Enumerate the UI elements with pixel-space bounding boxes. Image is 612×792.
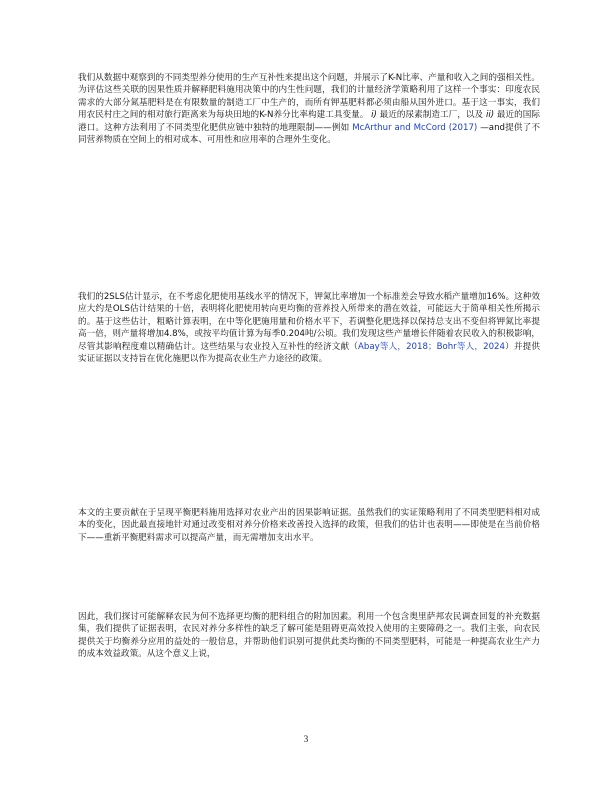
- list-marker-i: i): [371, 110, 377, 121]
- paragraph-1-text-b: 最近的尿素制造工厂，以及: [379, 110, 484, 121]
- page-number: 3: [303, 734, 309, 744]
- paragraph-2: [78, 291, 540, 365]
- list-marker-ii: ii): [485, 110, 495, 121]
- paragraph-1: [78, 72, 540, 146]
- paragraph-4: 因此，我们探讨可能解释农民为何不选择更均衡的肥料组合的附加因素。利用一个包含奥里萨邦农民调查回复的补充数据集，我们提供了证据表明，农民对养分多样性的缺乏了解可能是阻碍更高效投入使用的主要障碍之一。我们主张，向农民提供关于均衡养分应用的益处的一般信息，并帮助他们识别可提供此类均衡的不同类型肥料，可能是一种提高农业生产力的成本效益政策。从这个意义上说，: [78, 612, 540, 660]
- citation-link-abay[interactable]: Abay等人，2018: [357, 341, 428, 352]
- paragraph-3: 本文的主要贡献在于呈现平衡肥料施用选择对农业产出的因果影响证据。虽然我们的实证策略利用了不同类型肥料相对成本的变化，因此最直接地针对通过改变相对养分价格来改善投入选择的政策，但我们的估计也表明——即使是在当前价格下——重新平衡肥料需求可以提高产量，而无需增加支出水平。: [78, 508, 540, 543]
- paragraph-1-text-c: 最近的国际港口。这种方法利用了不同类型化肥供应链中独特的地理限制——例如: [78, 110, 540, 133]
- citation-link-mcarthur[interactable]: McArthur and McCord (2017): [352, 122, 478, 133]
- paragraph-2-text-b: ）并提供实证证据以支持旨在优化施肥以作为提高农业生产力途径的政策。: [78, 341, 540, 365]
- citation-link-bohr[interactable]: Bohr等人，2024: [436, 341, 505, 352]
- paragraph-1-text-a: 我们从数据中观察到的不同类型养分使用的生产互补性来提出这个问题，并展示了K-N比率、产量和收入之间的强相关性。为评估这些关联的因果性质并解释肥料施用决策中的内生性问题，我们的计量经济学策略利用了这样一个事实：印度农民需求的大部分氮基肥料是在有限数量的制造工厂中生产的，而所有钾基肥料都必须由船从国外进口。基于这一事实，我们用农民村庄之间的相对旅行距离来为每块田地的K-N养分比率构建工具变量。: [78, 73, 540, 121]
- citation-separator: ；: [427, 341, 437, 352]
- paragraph-2-text-a: 我们的2SLS估计显示，在不考虑化肥使用基线水平的情况下，钾氮比率增加一个标准差会导致水稻产量增加16%。这种效应大约是OLS估计结果的十倍，表明将化肥使用转向更均衡的营养投入所带来的潜在效益，可能远大于简单相关性所揭示的。基于这些估计，粗略计算表明，在中等化肥施用量和价格水平下，若调整化肥选择以保持总支出不变但将钾氮比率提高一倍，则产量将增加4.8%，或按平均值计算为每季0.204吨/公顷。我们发现这些产量增长伴随着农民收入的积极影响，尽管其影响程度难以精确估计。这些结果与农业投入互补性的经济文献（: [78, 292, 540, 352]
- paragraph-1-text-d: —and提供了不同营养物质在空间上的相对成本、可用性和应用率的合理外生变化。: [78, 122, 541, 146]
